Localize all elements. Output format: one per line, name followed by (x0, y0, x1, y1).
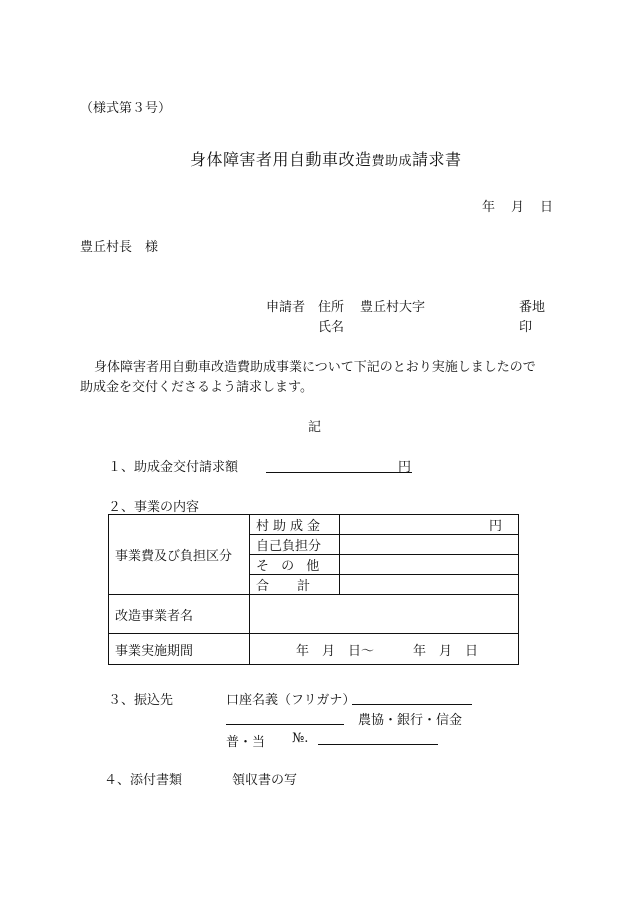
account-no-label: №. (292, 731, 309, 746)
self-burden-value (340, 535, 519, 555)
applicant-label: 申請者 (266, 300, 306, 315)
table-row (109, 515, 519, 535)
period-label: 事業実施期間 (109, 634, 250, 665)
addressee: 豊丘村長 様 (80, 240, 159, 255)
account-type: 普・当 (226, 735, 266, 750)
date-month: 月 (511, 200, 525, 215)
name-label: 氏名 (318, 320, 345, 335)
period-value: 年 月 日～ 年 月 日 (250, 634, 519, 665)
bank-name-line (226, 724, 344, 725)
table-row (109, 595, 519, 634)
item4-label: ４、添付書類 (104, 773, 183, 788)
item1-amount-line (266, 472, 412, 473)
form-number: （様式第３号） (80, 101, 172, 116)
ki-heading: 記 (308, 420, 322, 435)
cost-header-cell: 事業費及び負担区分 (109, 515, 250, 595)
seal-mark: 印 (519, 320, 533, 335)
title-end: 請求書 (412, 150, 462, 169)
item4-value: 領収書の写 (232, 773, 298, 788)
account-name-label: 口座名義（フリガナ） (226, 693, 356, 708)
item1-label: １、助成金交付請求額 (108, 460, 239, 475)
other-label: そ の 他 (250, 555, 340, 575)
address-value: 豊丘村大字 (360, 300, 426, 315)
banchi-label: 番地 (519, 300, 546, 315)
total-label: 合 計 (250, 575, 340, 595)
village-subsidy-yen: 円 (340, 515, 519, 535)
title-small: 費助成 (371, 154, 413, 169)
body-text-line1: 身体障害者用自動車改造費助成事業について下記のとおり実施しましたので (94, 360, 536, 375)
table-row (109, 634, 519, 665)
document-title (190, 147, 462, 170)
date-line (482, 196, 553, 215)
account-no-line (318, 744, 438, 745)
address-label: 住所 (318, 300, 345, 315)
item2-label: ２、事業の内容 (108, 500, 200, 515)
work-content-table (108, 514, 519, 665)
bank-type: 農協・銀行・信金 (358, 713, 463, 728)
item3-label: ３、振込先 (108, 693, 174, 708)
total-value (340, 575, 519, 595)
self-burden-label: 自己負担分 (250, 535, 340, 555)
village-subsidy-label: 村助成金 (250, 515, 340, 535)
account-name-line (352, 704, 472, 705)
item1-unit: 円 (398, 460, 412, 475)
contractor-value (250, 595, 519, 634)
title-main: 身体障害者用自動車改造 (190, 150, 372, 169)
contractor-label: 改造事業者名 (109, 595, 250, 634)
date-day: 日 (540, 200, 554, 215)
body-text-line2: 助成金を交付くださるよう請求します。 (80, 380, 313, 395)
other-value (340, 555, 519, 575)
date-year: 年 (482, 200, 496, 215)
